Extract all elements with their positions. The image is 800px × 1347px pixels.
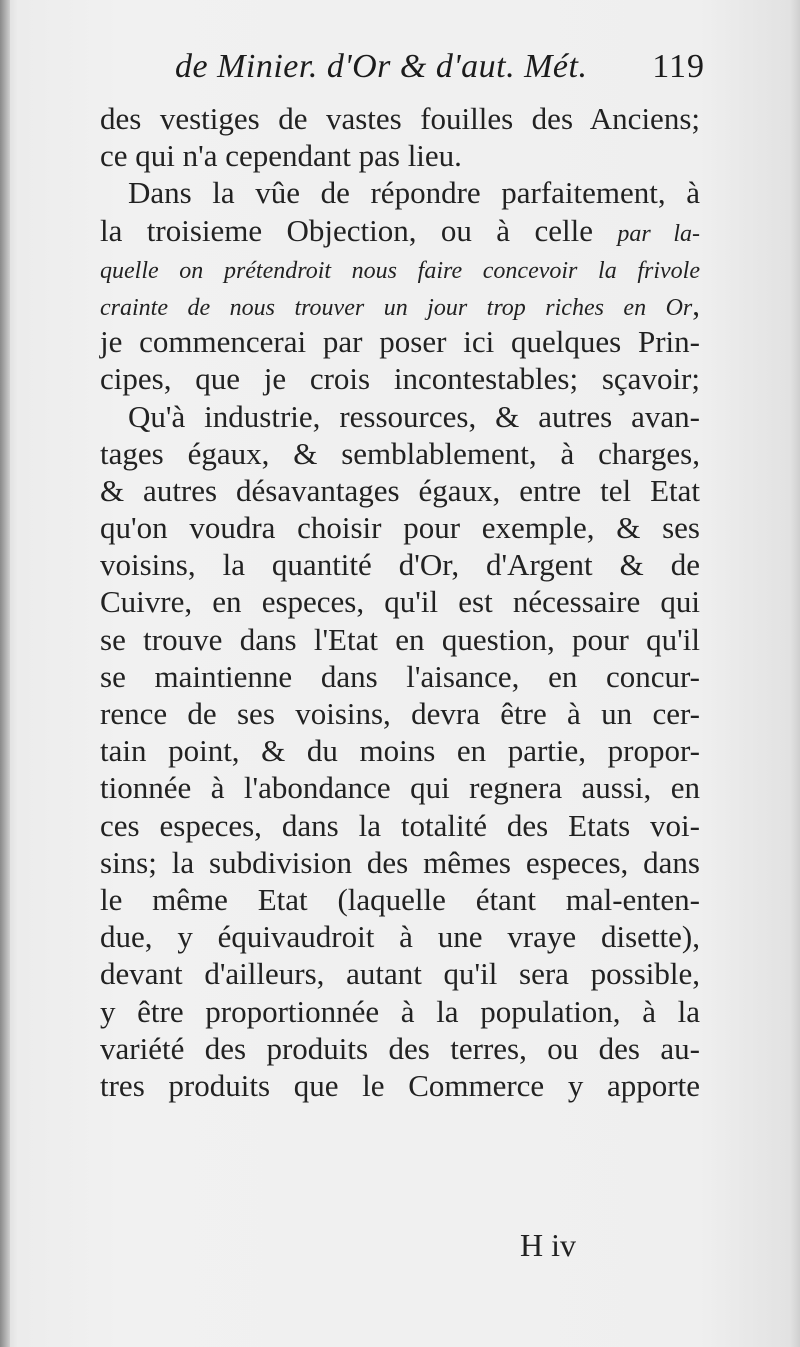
text-segment: & autres désavantages égaux, entre tel Etat bbox=[100, 472, 700, 508]
text-segment: , bbox=[692, 286, 700, 322]
italic-text-segment: crainte de nous trouver un jour trop riches en Or bbox=[100, 294, 693, 321]
text-line bbox=[100, 249, 700, 286]
text-segment: qu'on voudra choisir pour exemple, & ses bbox=[100, 510, 700, 546]
text-line bbox=[100, 509, 700, 546]
italic-text-segment: par la- bbox=[617, 220, 700, 247]
text-line bbox=[100, 435, 700, 472]
text-line bbox=[100, 621, 700, 658]
text-segment: je commencerai par poser ici quelques Prin- bbox=[100, 324, 700, 360]
text-line bbox=[100, 732, 700, 769]
text-line bbox=[100, 472, 700, 509]
italic-text-segment: quelle on prétendroit nous faire concevoir la frivole bbox=[100, 257, 700, 284]
text-segment: se trouve dans l'Etat en question, pour qu'il bbox=[100, 621, 700, 657]
text-segment: due, y équivaudroit à une vraye disette), bbox=[100, 919, 700, 955]
text-segment: Cuivre, en especes, qu'il est nécessaire qui bbox=[100, 584, 700, 620]
text-segment: sins; la subdivision des mêmes especes, dans bbox=[100, 844, 700, 880]
text-segment: Qu'à industrie, ressources, & autres avan- bbox=[128, 398, 700, 434]
body-text bbox=[100, 100, 700, 1104]
text-segment: des vestiges de vastes fouilles des Anciens; bbox=[100, 101, 700, 136]
text-segment: y être proportionnée à la population, à la bbox=[100, 993, 700, 1029]
text-line bbox=[100, 658, 700, 695]
text-line bbox=[100, 212, 700, 249]
text-line bbox=[100, 769, 700, 806]
text-line bbox=[100, 918, 700, 955]
text-segment: Dans la vûe de répondre parfaitement, à bbox=[128, 175, 700, 211]
text-segment: cipes, que je crois incontestables; sçavoir; bbox=[100, 361, 700, 397]
page-number: 119 bbox=[652, 48, 705, 85]
text-line bbox=[100, 583, 700, 620]
text-line bbox=[100, 323, 700, 360]
text-line bbox=[100, 807, 700, 844]
text-line bbox=[100, 286, 700, 323]
text-line bbox=[100, 1067, 700, 1104]
text-line bbox=[100, 1030, 700, 1067]
page-gutter-shadow bbox=[0, 0, 10, 1347]
text-line bbox=[100, 137, 700, 174]
text-line bbox=[100, 398, 700, 435]
text-line bbox=[100, 546, 700, 583]
text-line bbox=[100, 174, 700, 211]
text-segment: se maintienne dans l'aisance, en concur- bbox=[100, 658, 700, 694]
text-line bbox=[100, 844, 700, 881]
signature-mark: H iv bbox=[520, 1227, 576, 1263]
text-line bbox=[100, 881, 700, 918]
text-line bbox=[100, 695, 700, 732]
text-segment: tionnée à l'abondance qui regnera aussi, en bbox=[100, 770, 700, 806]
text-segment: rence de ses voisins, devra être à un cer- bbox=[100, 696, 700, 731]
running-head: de Minier. d'Or & d'aut. Mét. bbox=[175, 48, 588, 85]
page-header bbox=[175, 40, 705, 94]
text-line bbox=[100, 360, 700, 397]
text-segment: tres produits que le Commerce y apporte bbox=[100, 1067, 700, 1103]
text-segment: le même Etat (laquelle étant mal-enten- bbox=[100, 881, 700, 917]
text-line bbox=[100, 100, 700, 137]
text-segment: devant d'ailleurs, autant qu'il sera possible, bbox=[100, 956, 700, 992]
text-segment: tain point, & du moins en partie, propor- bbox=[100, 733, 700, 769]
text-segment: ce qui n'a cependant pas lieu. bbox=[100, 138, 462, 174]
text-line bbox=[100, 993, 700, 1030]
text-segment: tages égaux, & semblablement, à charges, bbox=[100, 435, 700, 471]
text-segment: la troisieme Objection, ou à celle bbox=[100, 212, 618, 248]
text-segment: ces especes, dans la totalité des Etats voi- bbox=[100, 807, 700, 843]
text-segment: voisins, la quantité d'Or, d'Argent & de bbox=[100, 547, 700, 583]
text-line bbox=[100, 955, 700, 992]
text-segment: variété des produits des terres, ou des au- bbox=[100, 1030, 700, 1066]
